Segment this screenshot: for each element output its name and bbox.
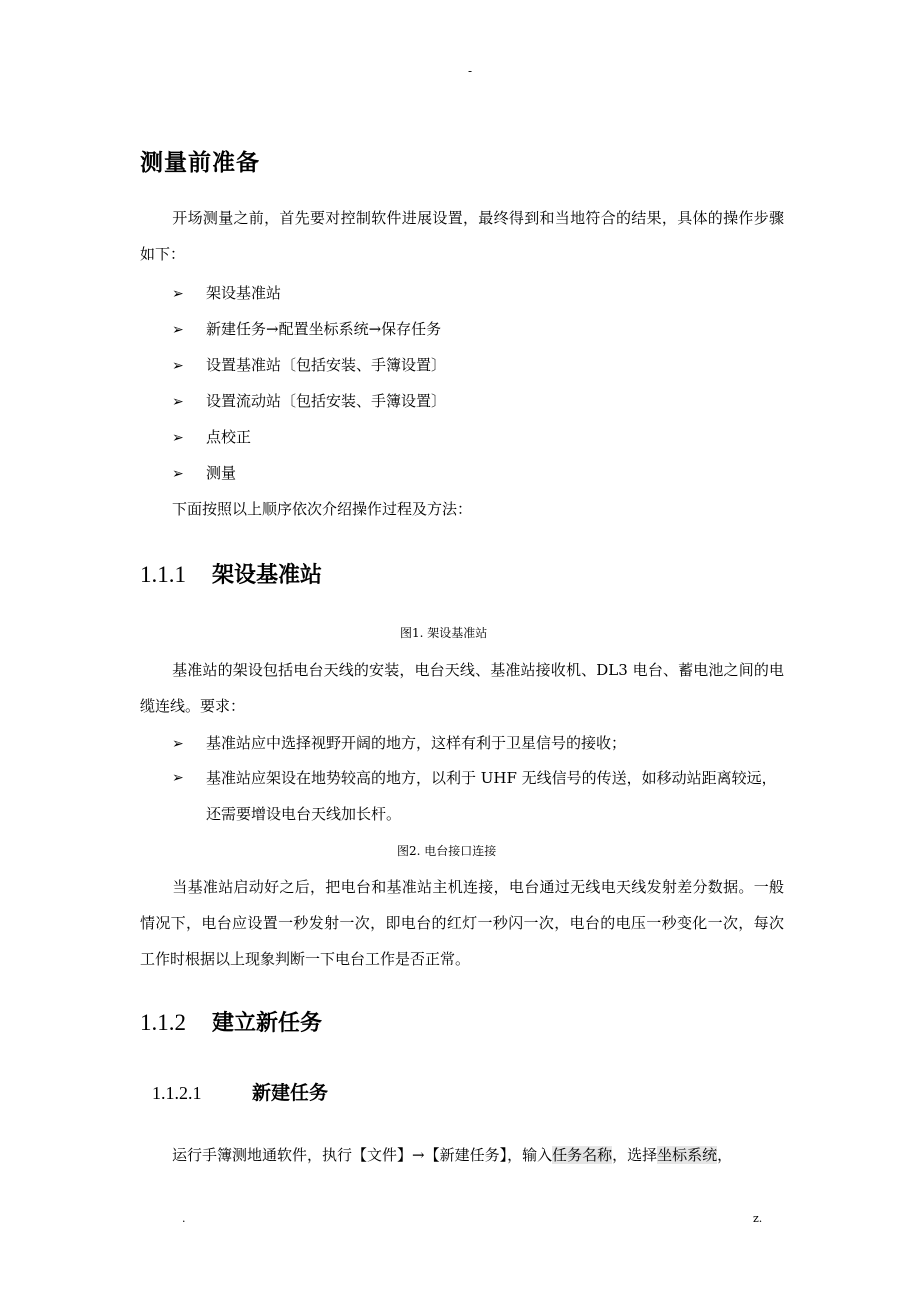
header-mark: - (468, 64, 473, 78)
section-number: 1.1.1 (140, 562, 186, 587)
highlighted-term: 任务名称 (552, 1146, 613, 1164)
step-label: 测量 (206, 464, 237, 482)
step-item (172, 390, 446, 411)
requirement-text: 基准站应中选择视野开阔的地方，这样有利于卫星信号的接收； (206, 734, 627, 752)
page-title: 测量前准备 (140, 149, 260, 176)
transition-text: 下面按照以上顺序依次介绍操作过程及方法： (172, 500, 473, 518)
figure-caption: 图2. 电台接口连接 (397, 844, 497, 858)
step-label: 新建任务→配置坐标系统→保存任务 (206, 320, 442, 338)
body-paragraph (140, 1137, 784, 1173)
body-text: 运行手簿测地通软件，执行【文件】→【新建任务】，输入 (172, 1146, 553, 1164)
step-item (172, 282, 281, 303)
step-item (172, 426, 251, 447)
arrow-bullet-icon: ➢ (172, 736, 184, 752)
step-label: 设置基准站〔包括安装、手簿设置〕 (206, 356, 447, 374)
body-paragraph (140, 652, 784, 724)
figure-caption: 图1. 架设基准站 (400, 626, 488, 640)
section-heading (140, 1006, 322, 1037)
arrow-bullet-icon: ➢ (172, 286, 184, 302)
highlighted-term: 坐标系统 (657, 1146, 718, 1164)
subsection-heading (152, 1078, 328, 1105)
requirement-item (172, 732, 626, 753)
step-label: 设置流动站〔包括安装、手簿设置〕 (206, 392, 447, 410)
body-text: ， (717, 1146, 733, 1164)
arrow-bullet-icon: ➢ (172, 394, 184, 410)
arrow-bullet-icon: ➢ (172, 430, 184, 446)
subsection-number: 1.1.2.1 (152, 1083, 202, 1103)
section-title: 架设基准站 (212, 562, 323, 588)
arrow-bullet-icon: ➢ (172, 466, 184, 482)
section-number: 1.1.2 (140, 1010, 186, 1035)
body-text: ，选择 (612, 1146, 658, 1164)
footer-left: . (182, 1212, 186, 1225)
step-label: 点校正 (206, 428, 252, 446)
section-heading (140, 558, 322, 589)
body-text: 当基准站启动好之后，把电台和基准站主机连接，电台通过无线电天线发射差分数据。一般情况下，电台应设置一秒发射一次，即电台的红灯一秒闪一次，电台的电压一秒变化一次，每次工作时根据以上现象判断一下电台工作是否正常。 (140, 878, 784, 968)
section-title: 建立新任务 (212, 1010, 323, 1036)
footer-right: z. (753, 1212, 763, 1225)
body-text: 基准站的架设包括电台天线的安装，电台天线、基准站接收机、DL3 电台、蓄电池之间的电缆连线。要求： (140, 661, 784, 715)
arrow-bullet-icon: ➢ (172, 770, 184, 786)
body-paragraph (140, 869, 784, 977)
subsection-title: 新建任务 (252, 1082, 329, 1104)
intro-paragraph (140, 200, 784, 272)
arrow-bullet-icon: ➢ (172, 358, 184, 374)
step-item (172, 462, 236, 483)
step-label: 架设基准站 (206, 284, 282, 302)
step-item (172, 318, 441, 339)
requirement-item (172, 760, 782, 832)
arrow-bullet-icon: ➢ (172, 322, 184, 338)
step-item (172, 354, 446, 375)
transition-paragraph (140, 491, 784, 527)
intro-text: 开场测量之前，首先要对控制软件进展设置，最终得到和当地符合的结果，具体的操作步骤如下： (140, 209, 784, 263)
requirement-text: 基准站应架设在地势较高的地方，以利于 UHF 无线信号的传送，如移动站距离较远，还需要增设电台天线加长杆。 (206, 769, 777, 823)
